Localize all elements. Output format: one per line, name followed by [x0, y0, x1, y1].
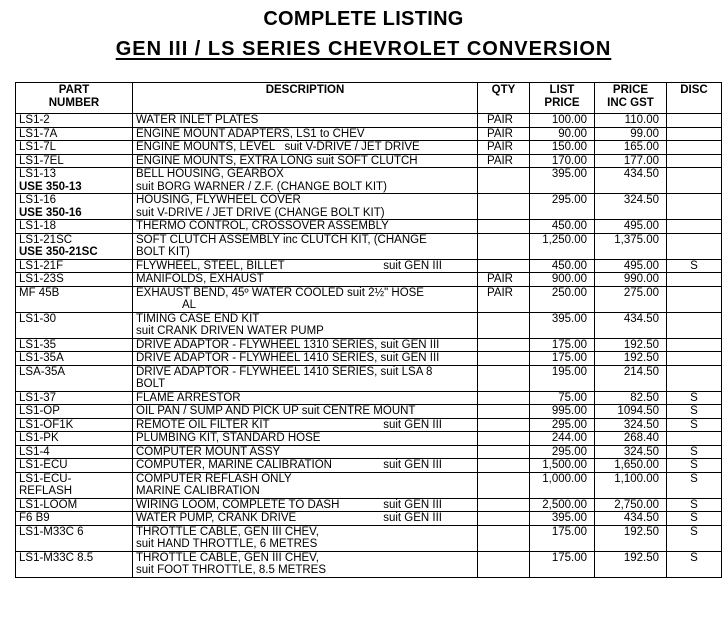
- list-price-cell: 395.00: [530, 512, 595, 526]
- part-number-cell: LS1-PK: [16, 432, 133, 446]
- disc-cell: [667, 127, 722, 141]
- part-number-cell: LS1-35: [16, 338, 133, 352]
- part-number-cell: LS1-16 USE 350-16: [16, 194, 133, 220]
- part-number-cell: LS1-30: [16, 312, 133, 338]
- description-cell: DRIVE ADAPTOR - FLYWHEEL 1310 SERIES, suit GEN III: [133, 338, 478, 352]
- disc-cell: [667, 233, 722, 259]
- disc-cell: S: [667, 259, 722, 273]
- description-cell: DRIVE ADAPTOR - FLYWHEEL 1410 SERIES, suit LSA 8 BOLT: [133, 365, 478, 391]
- table-row: [16, 352, 722, 366]
- part-number-cell: LS1-13 USE 350-13: [16, 168, 133, 194]
- part-number-cell: LS1-21F: [16, 259, 133, 273]
- table-row: [16, 259, 722, 273]
- disc-cell: [667, 154, 722, 168]
- price-inc-gst-cell: 268.40: [595, 432, 667, 446]
- table-row: [16, 168, 722, 194]
- price-inc-gst-cell: 1,100.00: [595, 472, 667, 498]
- table-row: [16, 194, 722, 220]
- table-row: [16, 233, 722, 259]
- list-price-cell: 450.00: [530, 259, 595, 273]
- part-number-cell: LS1-OP: [16, 405, 133, 419]
- table-row: [16, 154, 722, 168]
- disc-cell: S: [667, 459, 722, 473]
- description-cell: SOFT CLUTCH ASSEMBLY inc CLUTCH KIT, (CHANGE BOLT KIT): [133, 233, 478, 259]
- part-number-cell: LS1-7A: [16, 127, 133, 141]
- description-cell: FLAME ARRESTOR: [133, 391, 478, 405]
- price-inc-gst-cell: 192.50: [595, 352, 667, 366]
- disc-cell: [667, 432, 722, 446]
- list-price-cell: 175.00: [530, 551, 595, 577]
- description-cell: DRIVE ADAPTOR - FLYWHEEL 1410 SERIES, suit GEN III: [133, 352, 478, 366]
- part-number-cell: LS1-37: [16, 391, 133, 405]
- disc-cell: [667, 194, 722, 220]
- table-header-row: [16, 83, 722, 114]
- table-row: [16, 525, 722, 551]
- list-price-cell: 150.00: [530, 141, 595, 155]
- part-number-cell: LS1-21SC USE 350-21SC: [16, 233, 133, 259]
- price-inc-gst-cell: 192.50: [595, 338, 667, 352]
- part-substitute: USE 350-13: [19, 180, 82, 193]
- header-disc: DISC: [667, 83, 722, 114]
- disc-cell: [667, 114, 722, 128]
- part-number-cell: MF 45B: [16, 286, 133, 312]
- description-cell: PLUMBING KIT, STANDARD HOSE: [133, 432, 478, 446]
- table-row: [16, 498, 722, 512]
- list-price-cell: 295.00: [530, 418, 595, 432]
- list-price-cell: 1,500.00: [530, 459, 595, 473]
- price-inc-gst-cell: 990.00: [595, 273, 667, 287]
- table-row: [16, 551, 722, 577]
- list-price-cell: 175.00: [530, 525, 595, 551]
- part-substitute: USE 350-16: [19, 206, 82, 219]
- table-row: [16, 312, 722, 338]
- description-cell: THERMO CONTROL, CROSSOVER ASSEMBLY: [133, 220, 478, 234]
- table-row: [16, 459, 722, 473]
- disc-cell: S: [667, 405, 722, 419]
- qty-cell: [478, 512, 530, 526]
- part-number-cell: LS1-7L: [16, 141, 133, 155]
- disc-cell: [667, 273, 722, 287]
- price-inc-gst-cell: 275.00: [595, 286, 667, 312]
- table-row: [16, 418, 722, 432]
- qty-cell: PAIR: [478, 141, 530, 155]
- table-row: [16, 127, 722, 141]
- part-number-cell: LS1-35A: [16, 352, 133, 366]
- table-row: [16, 338, 722, 352]
- price-inc-gst-cell: 324.50: [595, 445, 667, 459]
- disc-cell: S: [667, 498, 722, 512]
- page-subtitle: GEN III / LS SERIES CHEVROLET CONVERSION: [115, 38, 612, 60]
- table-row: [16, 286, 722, 312]
- list-price-cell: 295.00: [530, 445, 595, 459]
- list-price-cell: 1,250.00: [530, 233, 595, 259]
- qty-cell: [478, 445, 530, 459]
- list-price-cell: 995.00: [530, 405, 595, 419]
- description-cell: ENGINE MOUNT ADAPTERS, LS1 to CHEV: [133, 127, 478, 141]
- list-price-cell: 1,000.00: [530, 472, 595, 498]
- qty-cell: [478, 459, 530, 473]
- qty-cell: [478, 472, 530, 498]
- price-inc-gst-cell: 1,375.00: [595, 233, 667, 259]
- disc-cell: S: [667, 391, 722, 405]
- qty-cell: [478, 194, 530, 220]
- disc-cell: [667, 338, 722, 352]
- qty-cell: PAIR: [478, 127, 530, 141]
- price-inc-gst-cell: 192.50: [595, 551, 667, 577]
- description-cell: suit GEN III WIRING LOOM, COMPLETE TO DASH: [133, 498, 478, 512]
- table-row: [16, 141, 722, 155]
- part-number-cell: LS1-ECU- REFLASH: [16, 472, 133, 498]
- table-row: [16, 405, 722, 419]
- part-number-cell: LSA-35A: [16, 365, 133, 391]
- disc-cell: [667, 312, 722, 338]
- price-inc-gst-cell: 1094.50: [595, 405, 667, 419]
- price-inc-gst-cell: 110.00: [595, 114, 667, 128]
- list-price-cell: 295.00: [530, 194, 595, 220]
- disc-cell: S: [667, 418, 722, 432]
- list-price-cell: 244.00: [530, 432, 595, 446]
- description-cell: suit GEN III WATER PUMP, CRANK DRIVE: [133, 512, 478, 526]
- qty-cell: [478, 259, 530, 273]
- list-price-cell: 170.00: [530, 154, 595, 168]
- list-price-cell: 75.00: [530, 391, 595, 405]
- price-inc-gst-cell: 99.00: [595, 127, 667, 141]
- part-number-cell: LS1-18: [16, 220, 133, 234]
- description-cell: COMPUTER REFLASH ONLY MARINE CALIBRATION: [133, 472, 478, 498]
- description-cell: OIL PAN / SUMP AND PICK UP suit CENTRE MOUNT: [133, 405, 478, 419]
- price-inc-gst-cell: 324.50: [595, 194, 667, 220]
- qty-cell: [478, 498, 530, 512]
- disc-cell: S: [667, 525, 722, 551]
- page-title: COMPLETE LISTING: [263, 8, 464, 30]
- qty-cell: [478, 352, 530, 366]
- price-inc-gst-cell: 214.50: [595, 365, 667, 391]
- list-price-cell: 100.00: [530, 114, 595, 128]
- table-row: [16, 512, 722, 526]
- list-price-cell: 395.00: [530, 312, 595, 338]
- description-cell: suit GEN III FLYWHEEL, STEEL, BILLET: [133, 259, 478, 273]
- price-inc-gst-cell: 2,750.00: [595, 498, 667, 512]
- disc-cell: [667, 365, 722, 391]
- header-price-inc-gst: PRICE INC GST: [595, 83, 667, 114]
- list-price-cell: 450.00: [530, 220, 595, 234]
- part-number-cell: LS1-2: [16, 114, 133, 128]
- part-number-cell: F6 B9: [16, 512, 133, 526]
- list-price-cell: 175.00: [530, 338, 595, 352]
- disc-cell: [667, 220, 722, 234]
- price-inc-gst-cell: 434.50: [595, 512, 667, 526]
- header-part-number: PART NUMBER: [16, 83, 133, 114]
- qty-cell: [478, 168, 530, 194]
- price-inc-gst-cell: 1,650.00: [595, 459, 667, 473]
- list-price-cell: 395.00: [530, 168, 595, 194]
- description-cell: MANIFOLDS, EXHAUST: [133, 273, 478, 287]
- description-cell: BELL HOUSING, GEARBOX suit BORG WARNER / Z.F. (CHANGE BOLT KIT): [133, 168, 478, 194]
- qty-cell: PAIR: [478, 273, 530, 287]
- qty-cell: [478, 365, 530, 391]
- part-number-cell: LS1-M33C 8.5: [16, 551, 133, 577]
- disc-cell: [667, 141, 722, 155]
- part-substitute: USE 350-21SC: [19, 246, 98, 258]
- description-cell: EXHAUST BEND, 45º WATER COOLED suit 2½" HOSE AL: [133, 286, 478, 312]
- description-cell: WATER INLET PLATES: [133, 114, 478, 128]
- price-inc-gst-cell: 165.00: [595, 141, 667, 155]
- part-number-cell: LS1-ECU: [16, 459, 133, 473]
- table-row: [16, 445, 722, 459]
- price-inc-gst-cell: 495.00: [595, 259, 667, 273]
- price-inc-gst-cell: 434.50: [595, 168, 667, 194]
- qty-cell: [478, 418, 530, 432]
- price-inc-gst-cell: 192.50: [595, 525, 667, 551]
- description-cell: THROTTLE CABLE, GEN III CHEV, suit HAND THROTTLE, 6 METRES: [133, 525, 478, 551]
- price-inc-gst-cell: 82.50: [595, 391, 667, 405]
- part-number-cell: LS1-OF1K: [16, 418, 133, 432]
- list-price-cell: 90.00: [530, 127, 595, 141]
- table-row: [16, 220, 722, 234]
- disc-cell: [667, 352, 722, 366]
- qty-cell: [478, 405, 530, 419]
- qty-cell: [478, 391, 530, 405]
- header-qty: QTY: [478, 83, 530, 114]
- description-cell: THROTTLE CABLE, GEN III CHEV, suit FOOT THROTTLE, 8.5 METRES: [133, 551, 478, 577]
- table-row: [16, 365, 722, 391]
- description-cell: COMPUTER MOUNT ASSY: [133, 445, 478, 459]
- disc-cell: S: [667, 512, 722, 526]
- qty-cell: [478, 338, 530, 352]
- qty-cell: PAIR: [478, 286, 530, 312]
- qty-cell: [478, 233, 530, 259]
- table-row: [16, 391, 722, 405]
- list-price-cell: 900.00: [530, 273, 595, 287]
- description-cell: suit GEN III COMPUTER, MARINE CALIBRATION: [133, 459, 478, 473]
- qty-cell: [478, 525, 530, 551]
- table-row: [16, 472, 722, 498]
- list-price-cell: 2,500.00: [530, 498, 595, 512]
- list-price-cell: 175.00: [530, 352, 595, 366]
- disc-cell: S: [667, 445, 722, 459]
- table-row: [16, 432, 722, 446]
- table-row: [16, 273, 722, 287]
- header-description: DESCRIPTION: [133, 83, 478, 114]
- part-number-cell: LS1-23S: [16, 273, 133, 287]
- qty-cell: [478, 432, 530, 446]
- part-number-cell: LS1-7EL: [16, 154, 133, 168]
- qty-cell: PAIR: [478, 114, 530, 128]
- disc-cell: [667, 168, 722, 194]
- qty-cell: PAIR: [478, 154, 530, 168]
- part-number-cell: LS1-4: [16, 445, 133, 459]
- list-price-cell: 250.00: [530, 286, 595, 312]
- table-row: [16, 114, 722, 128]
- price-inc-gst-cell: 324.50: [595, 418, 667, 432]
- description-cell: TIMING CASE END KIT suit CRANK DRIVEN WATER PUMP: [133, 312, 478, 338]
- list-price-cell: 195.00: [530, 365, 595, 391]
- disc-cell: [667, 286, 722, 312]
- qty-cell: [478, 220, 530, 234]
- description-cell: HOUSING, FLYWHEEL COVER suit V-DRIVE / JET DRIVE (CHANGE BOLT KIT): [133, 194, 478, 220]
- description-cell: suit GEN III REMOTE OIL FILTER KIT: [133, 418, 478, 432]
- description-cell: ENGINE MOUNTS, LEVEL suit V-DRIVE / JET DRIVE: [133, 141, 478, 155]
- price-inc-gst-cell: 177.00: [595, 154, 667, 168]
- price-inc-gst-cell: 495.00: [595, 220, 667, 234]
- header-list-price: LIST PRICE: [530, 83, 595, 114]
- part-number-cell: LS1-LOOM: [16, 498, 133, 512]
- qty-cell: [478, 551, 530, 577]
- part-number-cell: LS1-M33C 6: [16, 525, 133, 551]
- price-list-table: [15, 82, 722, 578]
- disc-cell: S: [667, 551, 722, 577]
- description-cell: ENGINE MOUNTS, EXTRA LONG suit SOFT CLUTCH: [133, 154, 478, 168]
- qty-cell: [478, 312, 530, 338]
- disc-cell: S: [667, 472, 722, 498]
- price-inc-gst-cell: 434.50: [595, 312, 667, 338]
